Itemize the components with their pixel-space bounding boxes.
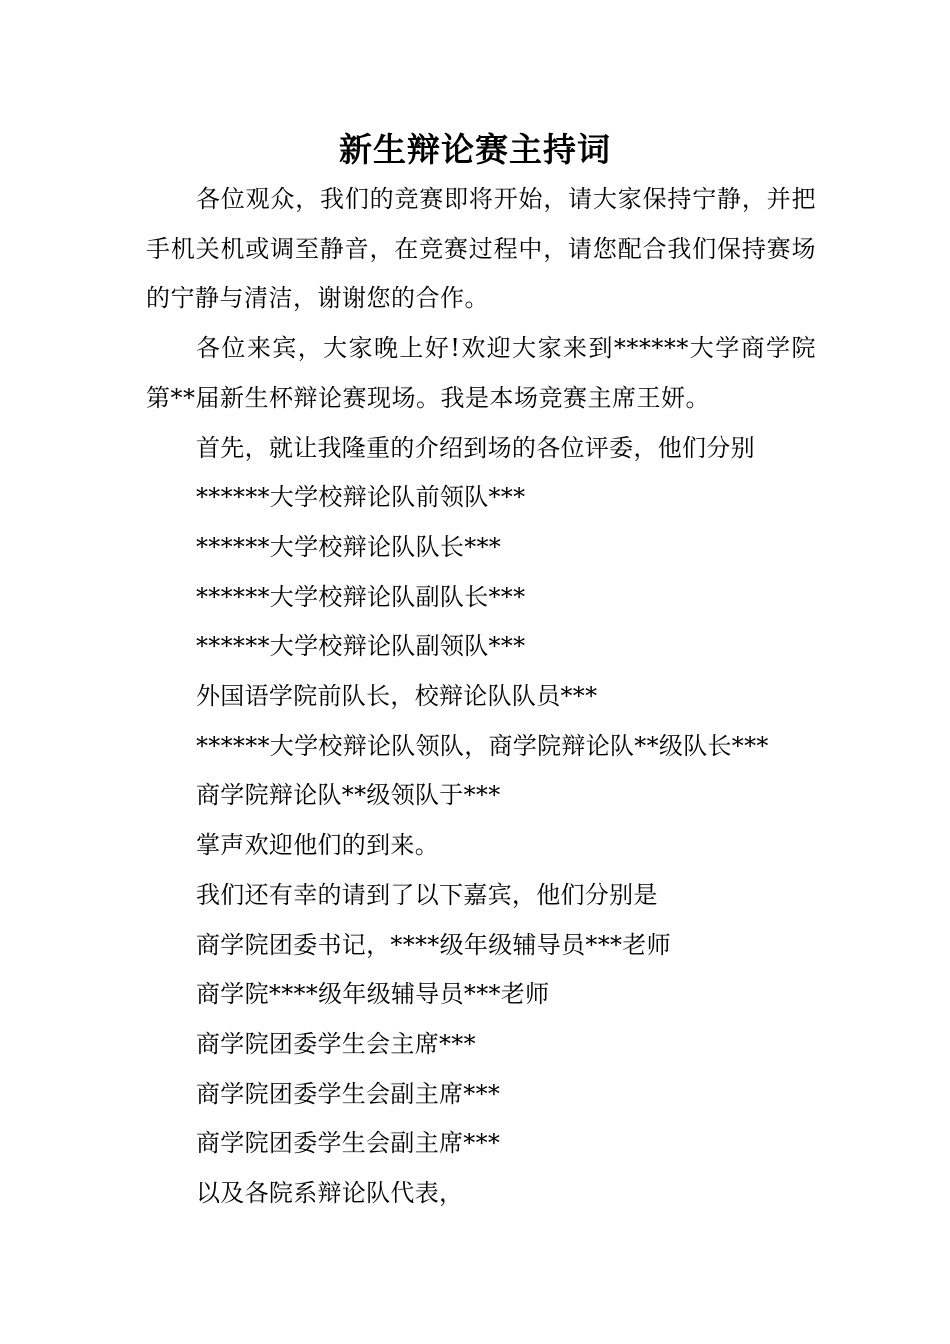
judge-item: ******大学校辩论队前领队*** (196, 483, 526, 512)
applause-line: 掌声欢迎他们的到来。 (196, 831, 439, 860)
guest-item: 商学院团委学生会副主席*** (196, 1129, 501, 1158)
guest-item: 商学院团委学生会副主席*** (196, 1079, 501, 1108)
document-title: 新生辩论赛主持词 (339, 130, 611, 169)
judge-item: ******大学校辩论队副队长*** (196, 582, 526, 611)
judges-intro-line: 首先，就让我隆重的介绍到场的各位评委，他们分别 (196, 433, 755, 462)
guest-item: 商学院****级年级辅导员***老师 (196, 980, 550, 1009)
judge-item: 外国语学院前队长，校辩论队队员*** (196, 682, 598, 711)
judge-item: ******大学校辩论队副领队*** (196, 632, 526, 661)
guests-intro-line: 我们还有幸的请到了以下嘉宾，他们分别是 (196, 880, 658, 909)
paragraph-opening-notice: 各位观众，我们的竞赛即将开始，请大家保持宁静，并把手机关机或调至静音，在竞赛过程中，请您配合我们保持赛场的宁静与清洁，谢谢您的合作。 (146, 185, 816, 313)
paragraph-welcome: 各位来宾，大家晚上好!欢迎大家来到******大学商学院第**届新生杯辩论赛现场。我是本场竞赛主席王妍。 (146, 334, 816, 412)
judge-item: ******大学校辩论队队长*** (196, 532, 502, 561)
guest-item: 商学院团委书记，****级年级辅导员***老师 (196, 930, 671, 959)
closing-line: 以及各院系辩论队代表， (196, 1179, 464, 1208)
judge-item: 商学院辩论队**级领队于*** (196, 781, 501, 810)
document-body (146, 175, 816, 1219)
judge-item: ******大学校辩论队领队，商学院辩论队**级队长*** (196, 731, 769, 760)
guest-item: 商学院团委学生会主席*** (196, 1029, 476, 1058)
